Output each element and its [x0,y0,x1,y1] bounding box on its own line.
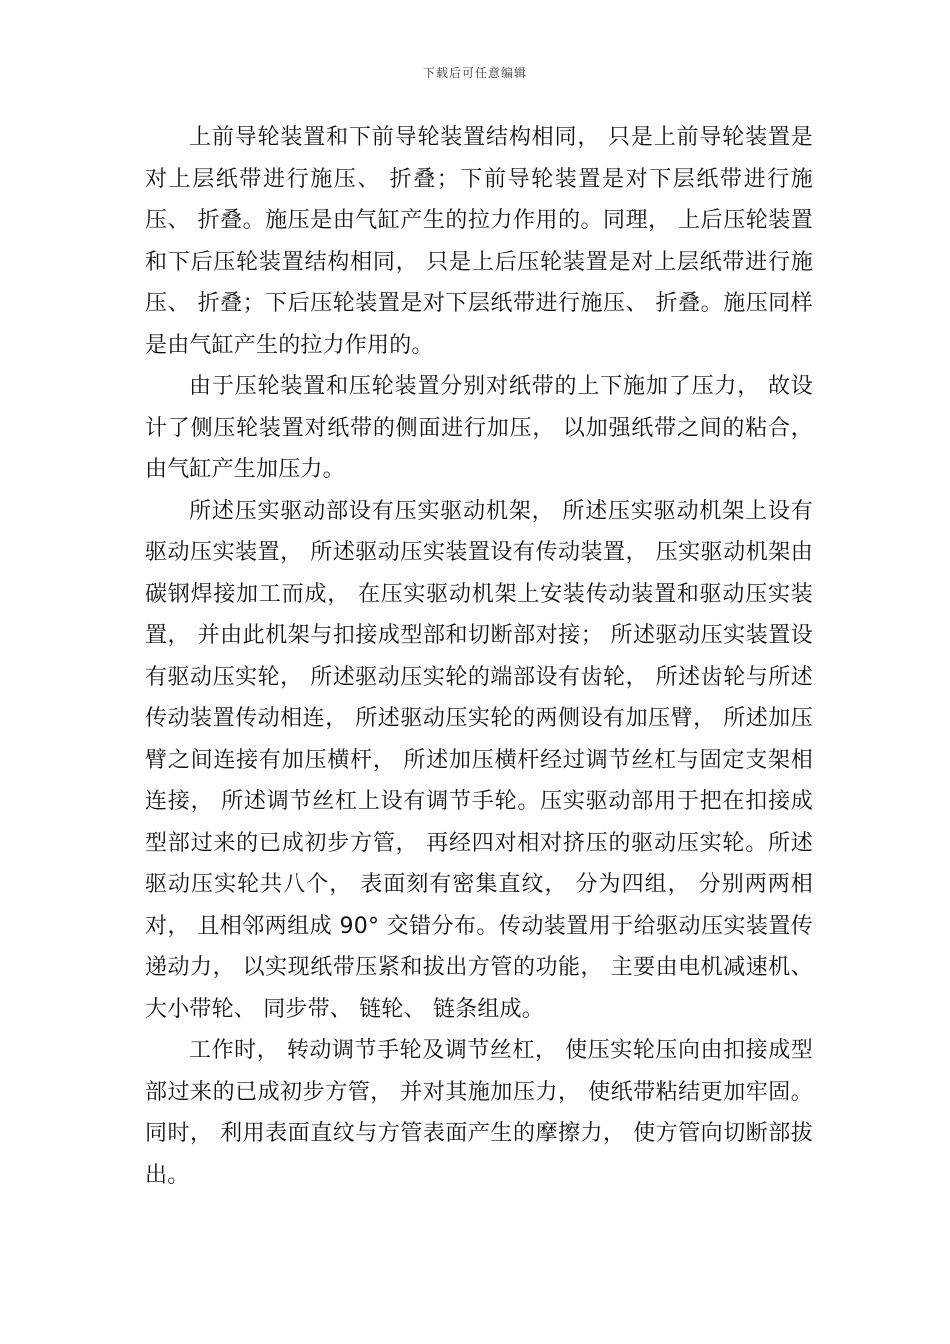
paragraph-front-guide-wheels: 上前导轮装置和下前导轮装置结构相同， 只是上前导轮装置是对上层纸带进行施压、 折叠；下前导轮装置是对下层纸带进行施压、 折叠。施压是由气缸产生的拉力作用的。同理， 上后压轮装置和下后压轮装置结构相同， 只是上后压轮装置是对上层纸带进行施压、 折叠；下后压轮装置是对下层纸带进行施压、 折叠。施压同样是由气缸产生的拉力作用的。 [145,125,813,358]
paragraph-compaction-drive: 所述压实驱动部设有压实驱动机架， 所述压实驱动机架上设有驱动压实装置， 所述驱动压实装置设有传动装置， 压实驱动机架由碳钢焊接加工而成， 在压实驱动机架上安装传动装置和驱动压实装置， 并由此机架与扣接成型部和切断部对接； 所述驱动压实装置设有驱动压实轮， 所述驱动压实轮的端部设有齿轮， 所述齿轮与所述传动装置传动相连， 所述驱动压实轮的两侧设有加压臂， 所述加压臂之间连接有加压横杆， 所述加压横杆经过调节丝杠与固定支架相连接， 所述调节丝杠上设有调节手轮。压实驱动部用于把在扣接成型部过来的已成初步方管， 再经四对相对挤压的驱动压实轮。所述驱动压实轮共八个， 表面刻有密集直纹， 分为四组， 分别两两相对， 且相邻两组成 90° 交错分布。传动装置用于给驱动压实装置传递动力， 以实现纸带压紧和拔出方管的功能， 主要由电机减速机、 大小带轮、 同步带、 链轮、 链条组成。 [145,498,813,1022]
paragraph-operation: 工作时， 转动调节手轮及调节丝杠， 使压实轮压向由扣接成型部过来的已成初步方管， 并对其施加压力， 使纸带粘结更加牢固。同时， 利用表面直纹与方管表面产生的摩擦力， 使方管向切断部拔出。 [145,1038,813,1188]
page-header: 下载后可任意编辑 [422,66,527,80]
paragraph-side-press-wheels: 由于压轮装置和压轮装置分别对纸带的上下施加了压力， 故设计了侧压轮装置对纸带的侧面进行加压， 以加强纸带之间的粘合，由气缸产生加压力。 [145,374,813,482]
document-body [145,117,813,1196]
